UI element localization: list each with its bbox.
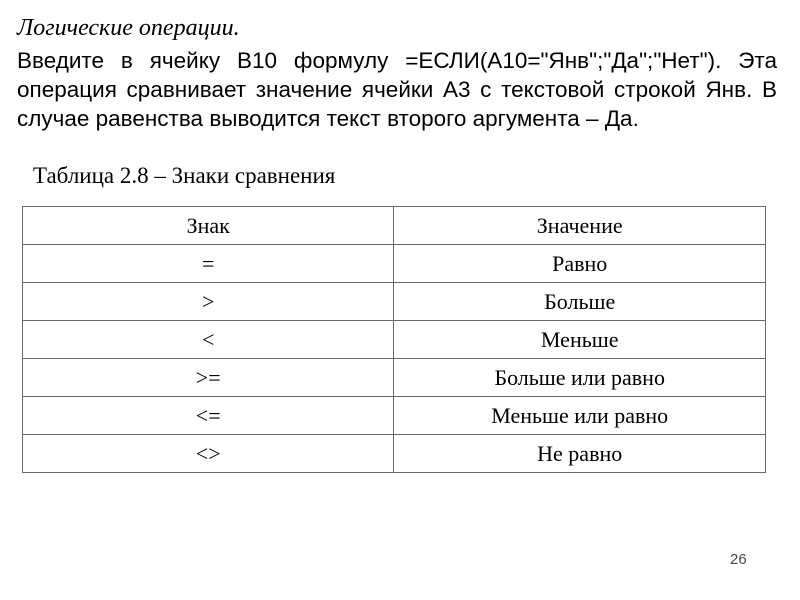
instruction-paragraph: Введите в ячейку В10 формулу =ЕСЛИ(А10="Янв";"Да";"Нет"). Эта операция сравнивает значение ячейки А3 с текстовой строкой Янв. В случае равенства выводится текст второго аргумента – Да. (17, 48, 777, 131)
table-row (23, 397, 766, 435)
page-number: 26 (730, 551, 747, 568)
meaning-cell: Больше (394, 283, 766, 321)
operator-cell: > (23, 283, 394, 321)
table-row (23, 321, 766, 359)
meaning-cell: Меньше (394, 321, 766, 359)
table-caption: Таблица 2.8 – Знаки сравнения (33, 163, 336, 188)
comparison-operators-table (22, 206, 766, 473)
operator-cell: = (23, 245, 394, 283)
operator-cell: <> (23, 435, 394, 473)
table-header-row (23, 207, 766, 245)
operator-cell: >= (23, 359, 394, 397)
table-row (23, 245, 766, 283)
header-meaning: Значение (394, 207, 766, 245)
meaning-cell: Не равно (394, 435, 766, 473)
table-row (23, 359, 766, 397)
operator-cell: <= (23, 397, 394, 435)
operator-cell: < (23, 321, 394, 359)
header-sign: Знак (23, 207, 394, 245)
meaning-cell: Больше или равно (394, 359, 766, 397)
meaning-cell: Меньше или равно (394, 397, 766, 435)
table-row (23, 283, 766, 321)
meaning-cell: Равно (394, 245, 766, 283)
slide-heading: Логические операции. (17, 15, 240, 41)
table-row (23, 435, 766, 473)
